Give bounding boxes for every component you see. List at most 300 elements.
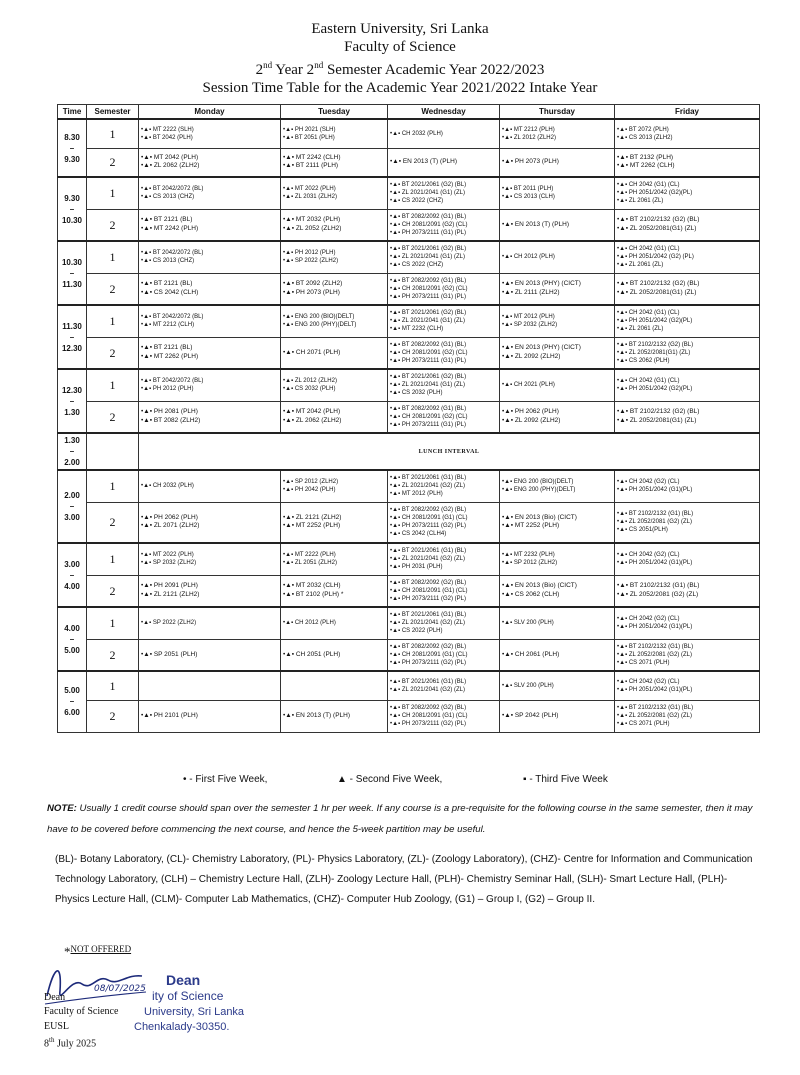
- session-cell-tuesday: [281, 177, 388, 209]
- table-row: [58, 700, 760, 732]
- session-cell-tuesday: [281, 119, 388, 148]
- course-entry: •▲▪ CH 2081/2091 (G2) (CL): [390, 349, 468, 356]
- time-part: 12.30: [61, 385, 83, 395]
- course-entry: •▲▪ BT 2102/2132 (G1) (BL): [617, 582, 700, 590]
- course-entry: •▲▪ CH 2042 (G2) (CL): [617, 616, 680, 623]
- session-cell-monday: [139, 700, 281, 732]
- session-cell-tuesday: [281, 671, 388, 700]
- table-row: [58, 470, 760, 502]
- university-name: Eastern University, Sri Lanka: [311, 21, 489, 37]
- course-entry: •▲▪ PH 2051/2042 (G1)(PL): [617, 686, 693, 693]
- faculty-name: Faculty of Science: [344, 39, 456, 55]
- table-row: [58, 502, 760, 543]
- session-cell-friday: [615, 470, 760, 502]
- semester-number: 1: [87, 177, 139, 209]
- course-entry: •▲▪ CH 2051 (PLH): [283, 650, 341, 658]
- course-entry: •▲▪ ZL 2021/2041 (G2) (ZL): [390, 483, 465, 490]
- course-entry: •▲▪ CS 2071 (PLH): [617, 659, 670, 666]
- course-entry: •▲▪ BT 2082/2092 (G1) (BL): [390, 277, 467, 284]
- session-cell-tuesday: [281, 401, 388, 433]
- course-entry: •▲▪ ZL 2052/2081 (G2) (ZL): [617, 519, 692, 526]
- time-part: 9.30: [64, 154, 80, 164]
- course-entry: •▲▪ CS 2013 (CHZ): [141, 194, 195, 201]
- session-cell-monday: [139, 369, 281, 401]
- session-cell-thursday: [500, 700, 615, 732]
- session-cell-thursday: [500, 148, 615, 177]
- course-entry: •▲▪ PH 2073/2111 (G2) (PL): [390, 659, 466, 666]
- note-text: Usually 1 credit course should span over the semester 1 hr per week. If any course is a pre-requisite for the following course in the same semester, then it may have to be covered before commencing the next course, and hence the 5-week partition may be useful.: [47, 803, 753, 835]
- time-part: 4.00: [64, 581, 80, 591]
- course-entry: •▲▪ ZL 2012 (ZLH2): [283, 378, 337, 385]
- time-part: –: [69, 268, 75, 278]
- course-entry: •▲▪ BT 2102/2132 (G2) (BL): [617, 341, 694, 348]
- course-entry: •▲▪ ZL 2052/2081 (G2) (ZL): [617, 713, 692, 719]
- session-cell-friday: [615, 241, 760, 273]
- session-cell-monday: [139, 607, 281, 639]
- column-header-tuesday: Tuesday: [281, 105, 388, 120]
- session-cell-monday: [139, 337, 281, 369]
- session-cell-thursday: [500, 177, 615, 209]
- session-cell-friday: [615, 305, 760, 337]
- session-cell-friday: [615, 337, 760, 369]
- course-entry: •▲▪ ZL 2052/2081(G1) (ZL): [617, 416, 697, 424]
- course-entry: •▲▪ ZL 2051 (ZLH2): [283, 560, 337, 567]
- column-header-thursday: Thursday: [500, 105, 615, 120]
- course-entry: •▲▪ PH 2073/2111 (G1) (PL): [390, 357, 466, 364]
- course-entry: •▲▪ PH 2073 (PLH): [283, 288, 340, 296]
- course-entry: •▲▪ EN 2013 (Bio) (CICT): [502, 582, 577, 590]
- note-label: NOTE:: [47, 803, 77, 814]
- time-part: 6.00: [64, 708, 80, 718]
- semester-suffix: nd: [314, 60, 324, 70]
- session-cell-wednesday: [388, 119, 500, 148]
- time-part: 1.30: [64, 407, 80, 417]
- course-entry: •▲▪ ENG 200 (BIO)(DELT): [283, 314, 355, 321]
- course-entry: •▲▪ SP 2012 (ZLH2): [502, 560, 558, 567]
- course-entry: •▲▪ PH 2051/2042 (G2)(PL): [617, 386, 693, 393]
- session-cell-tuesday: [281, 470, 388, 502]
- course-entry: •▲▪ PH 2051/2042 (G1)(PL): [617, 560, 693, 567]
- course-entry: •▲▪ ZL 2021/2041 (G2) (ZL): [390, 686, 465, 693]
- session-cell-friday: [615, 148, 760, 177]
- time-part: 3.00: [64, 559, 80, 569]
- course-entry: •▲▪ MT 2252 (PLH): [502, 522, 560, 530]
- course-entry: •▲▪ ZL 2061 (ZL): [617, 326, 664, 333]
- time-part: –: [69, 570, 75, 580]
- stamp-title: Dean: [166, 972, 201, 988]
- course-entry: •▲▪ CS 2042 (CLH): [141, 288, 199, 296]
- time-part: 12.30: [61, 343, 83, 353]
- course-entry: •▲▪ MT 2032 (PLH): [283, 216, 341, 224]
- course-entry: •▲▪ CH 2032 (PLH): [141, 483, 194, 490]
- course-entry: •▲▪ BT 2042 (PLH): [141, 134, 193, 141]
- session-cell-wednesday: [388, 177, 500, 209]
- time-part: 5.00: [64, 686, 80, 696]
- document-header: [0, 0, 800, 97]
- session-cell-friday: [615, 607, 760, 639]
- course-entry: •▲▪ MT 2032 (CLH): [283, 582, 341, 590]
- course-entry: •▲▪ ZL 2021/2041 (G1) (ZL): [390, 318, 465, 325]
- course-entry: •▲▪ ZL 2052/2081(G1) (ZL): [617, 224, 697, 232]
- course-entry: •▲▪ BT 2042/2072 (BL): [141, 378, 204, 385]
- lunch-time-label: [58, 433, 87, 470]
- session-cell-monday: [139, 470, 281, 502]
- course-entry: •▲▪ PH 2012 (PLH): [283, 250, 336, 257]
- session-cell-friday: [615, 639, 760, 671]
- course-entry: •▲▪ MT 2022 (PLH): [283, 186, 336, 193]
- course-entry: •▲▪ ZL 2121 (ZLH2): [141, 590, 200, 598]
- table-row: [58, 671, 760, 700]
- semester-number: 1: [87, 543, 139, 575]
- table-row: [58, 241, 760, 273]
- course-entry: •▲▪ ZL 2062 (ZLH2): [141, 162, 200, 170]
- course-entry: •▲▪ ENG 200 (BIO)(DELT): [502, 479, 574, 486]
- time-part: –: [69, 502, 75, 511]
- time-slot-label: [58, 177, 87, 241]
- session-cell-tuesday: [281, 639, 388, 671]
- session-cell-thursday: [500, 575, 615, 607]
- course-entry: •▲▪ BT 2132 (PLH): [617, 153, 674, 161]
- session-cell-wednesday: [388, 607, 500, 639]
- stamp-university: University, Sri Lanka: [144, 1006, 245, 1018]
- course-entry: •▲▪ BT 2021/2061 (G2) (BL): [390, 182, 467, 189]
- session-cell-monday: [139, 401, 281, 433]
- semester-number: 1: [87, 470, 139, 502]
- table-row: [58, 337, 760, 369]
- course-entry: •▲▪ MT 2232 (PLH): [502, 552, 555, 559]
- time-part: 5.00: [64, 645, 80, 655]
- time-part: –: [69, 634, 75, 644]
- course-entry: •▲▪ BT 2082/2092 (G1) (BL): [390, 341, 467, 348]
- course-entry: •▲▪ BT 2021/2061 (G1) (BL): [390, 678, 467, 685]
- course-entry: •▲▪ BT 2051 (PLH): [283, 134, 335, 141]
- course-entry: •▲▪ MT 2262 (PLH): [141, 352, 199, 360]
- course-entry: •▲▪ ZL 2021/2041 (G2) (ZL): [390, 556, 465, 563]
- session-cell-monday: [139, 543, 281, 575]
- course-entry: •▲▪ BT 2121 (BL): [141, 216, 193, 224]
- signatory-institution: EUSL: [44, 1021, 69, 1032]
- session-cell-tuesday: [281, 148, 388, 177]
- time-part: –: [69, 697, 75, 707]
- course-entry: •▲▪ CH 2081/2091 (G2) (CL): [390, 413, 468, 420]
- course-entry: •▲▪ MT 2262 (CLH): [617, 162, 675, 170]
- session-cell-friday: [615, 502, 760, 543]
- column-header-time: Time: [58, 105, 87, 120]
- semester-number: 2: [87, 209, 139, 241]
- course-entry: •▲▪ PH 2073/2111 (G1) (PL): [390, 229, 466, 236]
- course-entry: •▲▪ BT 2102/2132 (G2) (BL): [617, 408, 700, 416]
- session-cell-wednesday: [388, 700, 500, 732]
- course-entry: •▲▪ CH 2042 (G2) (CL): [617, 479, 680, 486]
- session-cell-thursday: [500, 607, 615, 639]
- course-entry: •▲▪ MT 2222 (PLH): [283, 552, 336, 559]
- course-entry: •▲▪ ZL 2012 (ZLH2): [502, 134, 556, 141]
- course-entry: •▲▪ CH 2042 (G1) (CL): [617, 310, 680, 317]
- course-entry: •▲▪ MT 2012 (PLH): [502, 314, 555, 321]
- course-entry: •▲▪ ZL 2111 (ZLH2): [502, 288, 560, 296]
- semester-number: 2: [87, 639, 139, 671]
- course-entry: •▲▪ CS 2013 (CHZ): [141, 258, 195, 265]
- course-entry: •▲▪ MT 2022 (PLH): [141, 552, 194, 559]
- timetable-subtitle: Session Time Table for the Academic Year 2021/2022 Intake Year: [202, 80, 598, 96]
- session-cell-tuesday: [281, 502, 388, 543]
- semester-number: 1: [87, 305, 139, 337]
- course-entry: •▲▪ ZL 2031 (ZLH2): [283, 194, 337, 201]
- session-cell-friday: [615, 543, 760, 575]
- course-entry: •▲▪ CH 2081/2091 (G2) (CL): [390, 285, 468, 292]
- signatory-faculty: Faculty of Science: [44, 1006, 119, 1017]
- time-slot-label: [58, 671, 87, 732]
- session-cell-monday: [139, 575, 281, 607]
- course-entry: •▲▪ ZL 2021/2041 (G1) (ZL): [390, 254, 465, 261]
- session-cell-tuesday: [281, 369, 388, 401]
- course-entry: •▲▪ CH 2061 (PLH): [502, 650, 560, 658]
- session-cell-thursday: [500, 273, 615, 305]
- course-entry: •▲▪ CS 2071 (PLH): [617, 721, 670, 727]
- course-entry: •▲▪ PH 2073 (PLH): [502, 158, 559, 165]
- session-cell-wednesday: [388, 470, 500, 502]
- session-cell-thursday: [500, 241, 615, 273]
- course-entry: •▲▪ PH 2051/2042 (G2) (PL): [617, 254, 694, 261]
- table-row: [58, 369, 760, 401]
- course-entry: •▲▪ PH 2091 (PLH): [141, 582, 198, 590]
- session-cell-wednesday: [388, 337, 500, 369]
- course-entry: •▲▪ MT 2232 (CLH): [390, 326, 444, 333]
- course-entry: •▲▪ BT 2102/2132 (G2) (BL): [617, 216, 700, 224]
- session-cell-tuesday: [281, 241, 388, 273]
- table-row: [58, 119, 760, 148]
- note-paragraph: [47, 798, 759, 840]
- session-cell-friday: [615, 273, 760, 305]
- session-cell-tuesday: [281, 575, 388, 607]
- table-row: [58, 305, 760, 337]
- time-part: 10.30: [61, 215, 83, 225]
- signature-date: 08/07/2025: [94, 984, 146, 994]
- session-cell-wednesday: [388, 209, 500, 241]
- course-entry: •▲▪ CH 2012 (PLH): [283, 620, 336, 627]
- course-entry: •▲▪ MT 2212 (CLH): [141, 322, 195, 329]
- date-day: 8: [44, 1038, 49, 1050]
- course-entry: •▲▪ SLV 200 (PLH): [502, 620, 554, 627]
- course-entry: •▲▪ MT 2042 (PLH): [141, 153, 199, 161]
- course-entry: •▲▪ CS 2013 (ZLH2): [617, 134, 673, 141]
- session-cell-monday: [139, 119, 281, 148]
- course-entry: •▲▪ CH 2042 (G1) (CL): [617, 182, 680, 189]
- course-entry: •▲▪ SP 2032 (ZLH2): [141, 560, 197, 567]
- course-entry: •▲▪ CS 2022 (CHZ): [390, 262, 444, 269]
- course-entry: •▲▪ EN 2013 (T) (PLH): [283, 711, 350, 719]
- time-part: 11.30: [62, 321, 82, 331]
- session-cell-tuesday: [281, 700, 388, 732]
- course-entry: •▲▪ PH 2073/2111 (G2) (PL): [390, 523, 466, 530]
- year-number: 2: [255, 62, 264, 78]
- course-entry: •▲▪ PH 2051/2042 (G2)(PL): [617, 190, 693, 197]
- time-part: 9.30: [64, 193, 80, 203]
- course-entry: •▲▪ MT 2042 (PLH): [283, 408, 341, 416]
- course-entry: •▲▪ ZL 2061 (ZL): [617, 198, 664, 205]
- course-entry: •▲▪ ZL 2052 (ZLH2): [283, 224, 342, 232]
- legend-first-week: • - First Five Week,: [183, 774, 268, 785]
- course-entry: •▲▪ BT 2021/2061 (G1) (BL): [390, 612, 467, 619]
- table-row: [58, 639, 760, 671]
- course-entry: •▲▪ ENG 200 (PHY)(DELT): [502, 487, 576, 494]
- semester-number: 1: [87, 241, 139, 273]
- lunch-semester-cell: [87, 433, 139, 470]
- course-entry: •▲▪ SP 2042 (PLH): [502, 711, 559, 719]
- session-cell-monday: [139, 241, 281, 273]
- course-entry: •▲▪ CS 2022 (CHZ): [390, 198, 444, 205]
- course-entry: •▲▪ BT 2082/2092 (G2) (BL): [390, 705, 467, 711]
- session-cell-tuesday: [281, 209, 388, 241]
- session-cell-monday: [139, 177, 281, 209]
- course-entry: •▲▪ EN 2013 (T) (PLH): [502, 220, 569, 228]
- course-entry: •▲▪ MT 2222 (SLH): [141, 126, 194, 133]
- semester-number: Year 2: [272, 62, 315, 78]
- table-row: [58, 177, 760, 209]
- course-entry: •▲▪ PH 2042 (PLH): [283, 487, 336, 494]
- course-entry: •▲▪ CH 2081/2091 (G1) (CL): [390, 515, 468, 522]
- course-entry: •▲▪ EN 2013 (T) (PLH): [390, 158, 457, 165]
- session-cell-friday: [615, 119, 760, 148]
- course-entry: •▲▪ BT 2082 (ZLH2): [141, 416, 201, 424]
- session-cell-wednesday: [388, 575, 500, 607]
- session-cell-monday: [139, 502, 281, 543]
- course-entry: •▲▪ MT 2212 (PLH): [502, 126, 555, 133]
- course-entry: •▲▪ BT 2111 (PLH): [283, 162, 339, 170]
- session-cell-friday: [615, 401, 760, 433]
- course-entry: •▲▪ ZL 2092 (ZLH2): [502, 416, 561, 424]
- table-row: [58, 148, 760, 177]
- session-cell-friday: [615, 177, 760, 209]
- course-entry: •▲▪ PH 2101 (PLH): [141, 711, 198, 719]
- course-entry: •▲▪ PH 2073/2111 (G1) (PL): [390, 421, 466, 428]
- course-entry: •▲▪ ZL 2092 (ZLH2): [502, 352, 561, 360]
- course-entry: •▲▪ CS 2051(PLH): [617, 527, 668, 534]
- session-cell-wednesday: [388, 305, 500, 337]
- session-cell-wednesday: [388, 502, 500, 543]
- session-cell-tuesday: [281, 273, 388, 305]
- course-entry: •▲▪ BT 2102/2132 (G1) (BL): [617, 705, 694, 711]
- course-entry: •▲▪ SP 2022 (ZLH2): [283, 258, 339, 265]
- course-entry: •▲▪ CH 2081/2091 (G2) (CL): [390, 221, 468, 228]
- course-entry: •▲▪ ZL 2052/2081(G1) (ZL): [617, 349, 691, 356]
- stamp-faculty: ity of Science: [152, 989, 224, 1003]
- time-slot-label: [58, 607, 87, 671]
- signatory-role: Dean: [44, 992, 66, 1003]
- course-entry: •▲▪ CH 2042 (G1) (CL): [617, 246, 680, 253]
- signature-date-line: [44, 1036, 96, 1049]
- semester-number: 2: [87, 575, 139, 607]
- course-entry: •▲▪ ZL 2052/2081 (G2) (ZL): [617, 590, 699, 598]
- course-entry: •▲▪ EN 2013 (PHY) (CICT): [502, 280, 581, 288]
- session-cell-thursday: [500, 401, 615, 433]
- course-entry: •▲▪ PH 2073/2111 (G2) (PL): [390, 721, 466, 727]
- course-entry: •▲▪ BT 2102 (PLH) *: [283, 590, 344, 598]
- session-cell-monday: [139, 209, 281, 241]
- course-entry: •▲▪ EN 2013 (PHY) (CICT): [502, 344, 581, 352]
- time-part: 1.30: [64, 436, 80, 445]
- session-cell-thursday: [500, 337, 615, 369]
- not-offered-label: NOT OFFERED: [70, 944, 132, 954]
- semester-number: 1: [87, 671, 139, 700]
- course-entry: •▲▪ BT 2082/2092 (G1) (BL): [390, 213, 467, 220]
- session-cell-friday: [615, 209, 760, 241]
- course-entry: •▲▪ PH 2012 (PLH): [141, 386, 194, 393]
- time-part: –: [69, 143, 75, 153]
- course-entry: •▲▪ ZL 2052/2081 (G2) (ZL): [617, 651, 692, 658]
- time-slot-label: [58, 241, 87, 305]
- course-entry: •▲▪ MT 2012 (PLH): [390, 491, 443, 498]
- timetable-header-row: [58, 105, 760, 120]
- session-cell-monday: [139, 671, 281, 700]
- session-cell-thursday: [500, 470, 615, 502]
- course-entry: •▲▪ BT 2082/2092 (G2) (BL): [390, 507, 467, 514]
- not-offered-star: *: [64, 944, 71, 959]
- legend-third-week: ▪ - Third Five Week: [523, 774, 608, 785]
- course-entry: •▲▪ CS 2022 (PLH): [390, 628, 443, 635]
- course-entry: •▲▪ BT 2021/2061 (G2) (BL): [390, 310, 467, 317]
- course-entry: •▲▪ BT 2021/2061 (G2) (BL): [390, 246, 467, 253]
- time-part: 10.30: [61, 257, 83, 267]
- table-row: [58, 401, 760, 433]
- course-entry: •▲▪ BT 2042/2072 (BL): [141, 314, 204, 321]
- session-cell-thursday: [500, 119, 615, 148]
- session-cell-monday: [139, 273, 281, 305]
- course-entry: •▲▪ PH 2051/2042 (G1)(PL): [617, 624, 693, 631]
- course-entry: •▲▪ CH 2071 (PLH): [283, 348, 341, 356]
- session-cell-friday: [615, 575, 760, 607]
- course-entry: •▲▪ PH 2051/2042 (G1)(PL): [617, 487, 693, 494]
- course-entry: •▲▪ ZL 2021/2041 (G2) (ZL): [390, 620, 465, 627]
- course-entry: •▲▪ CH 2032 (PLH): [390, 130, 443, 137]
- course-entry: •▲▪ CS 2013 (CLH): [502, 194, 555, 201]
- time-part: 3.00: [64, 513, 80, 522]
- session-cell-thursday: [500, 369, 615, 401]
- semester-number: 1: [87, 119, 139, 148]
- course-entry: •▲▪ BT 2072 (PLH): [617, 126, 669, 133]
- course-entry: •▲▪ SLV 200 (PLH): [502, 682, 554, 689]
- course-entry: •▲▪ CS 2062 (CLH): [502, 590, 560, 598]
- course-entry: •▲▪ ZL 2021/2041 (G1) (ZL): [390, 382, 465, 389]
- course-entry: •▲▪ EN 2013 (Bio) (CICT): [502, 513, 577, 521]
- session-cell-thursday: [500, 671, 615, 700]
- course-entry: •▲▪ ZL 2071 (ZLH2): [141, 522, 200, 530]
- course-entry: •▲▪ BT 2082/2092 (G2) (BL): [390, 579, 467, 586]
- session-cell-wednesday: [388, 543, 500, 575]
- session-cell-friday: [615, 369, 760, 401]
- course-entry: •▲▪ CH 2081/2091 (G1) (CL): [390, 713, 468, 719]
- semester-number: 2: [87, 273, 139, 305]
- course-entry: •▲▪ BT 2082/2092 (G1) (BL): [390, 405, 467, 412]
- session-cell-monday: [139, 305, 281, 337]
- course-entry: •▲▪ BT 2042/2072 (BL): [141, 250, 204, 257]
- course-entry: •▲▪ PH 2073/2111 (G2) (PL): [390, 595, 466, 602]
- session-cell-wednesday: [388, 671, 500, 700]
- year-suffix: nd: [263, 60, 273, 70]
- course-entry: •▲▪ ZL 2121 (ZLH2): [283, 513, 342, 521]
- session-cell-wednesday: [388, 148, 500, 177]
- course-entry: •▲▪ PH 2081 (PLH): [141, 408, 198, 416]
- course-entry: •▲▪ CH 2081/2091 (G1) (CL): [390, 587, 468, 594]
- course-entry: •▲▪ CS 2042 (CLH4): [390, 531, 447, 538]
- course-entry: •▲▪ CH 2081/2091 (G1) (CL): [390, 651, 468, 658]
- session-cell-friday: [615, 700, 760, 732]
- abbreviations-paragraph: (BL)- Botany Laboratory, (CL)- Chemistry Laboratory, (PL)- Physics Laboratory, (ZL)- (Zoology Laboratory), (CHZ)- Centre for Information and Communication Technology Laboratory, (CLH) – Chemistry Lecture Hall, (ZLH)- Zoology Lecture Hall, (PLH)- Chemistry Seminar Hall, (SLH)- Smart Lecture Hall, (PLH)- Physics Lecture Hall, (CLM)- Computer Lab Mathematics, (CHZ)- Computer Hub Zoology, (G1) – Group I, (G2) – Group II.: [55, 854, 753, 905]
- course-entry: •▲▪ CH 2042 (G2) (CL): [617, 678, 680, 685]
- course-entry: •▲▪ SP 2051 (PLH): [141, 650, 198, 658]
- time-part: –: [69, 332, 75, 342]
- course-entry: •▲▪ BT 2021/2061 (G1) (BL): [390, 548, 467, 555]
